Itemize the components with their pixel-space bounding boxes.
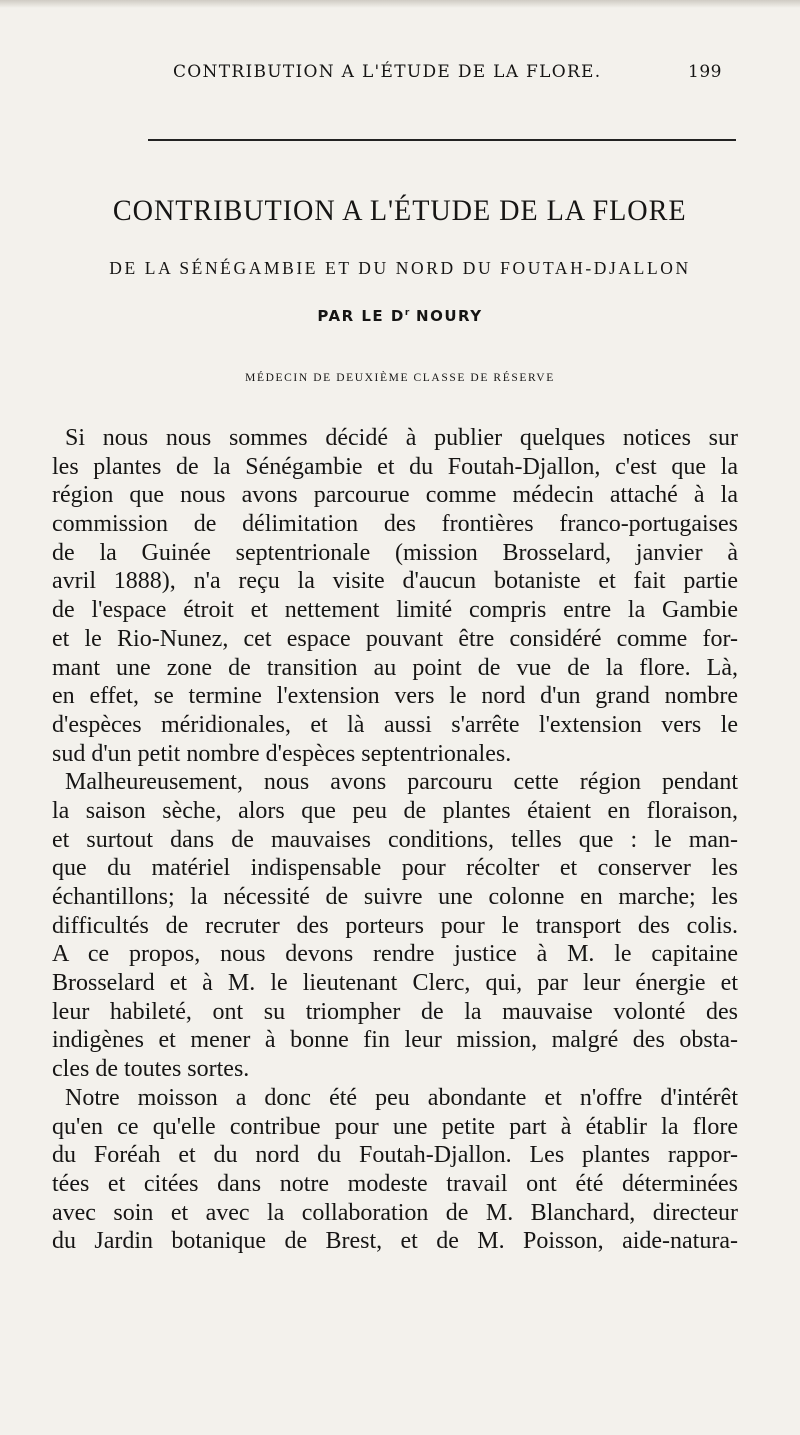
text-line: région que nous avons parcourue comme médecin attaché à la bbox=[52, 482, 738, 509]
text-line: Brosselard et à M. le lieutenant Clerc, qui, par leur énergie et bbox=[52, 970, 738, 997]
page-number: 199 bbox=[688, 62, 722, 82]
text-line: tées et citées dans notre modeste travail ont été déterminées bbox=[52, 1170, 738, 1197]
text-line: de la Guinée septentrionale (mission Brosselard, janvier à bbox=[52, 539, 738, 566]
text-line: commission de délimitation des frontières franco-portugaises bbox=[52, 511, 738, 538]
author-title-abbrev: r bbox=[404, 308, 410, 318]
text-line: et le Rio-Nunez, cet espace pouvant être considéré comme for- bbox=[52, 625, 738, 652]
text-line: qu'en ce qu'elle contribue pour une petite part à établir la flore bbox=[52, 1113, 738, 1140]
header-rule bbox=[148, 139, 736, 141]
author-line bbox=[0, 307, 800, 325]
text-line: sud d'un petit nombre d'espèces septentrionales. bbox=[52, 740, 512, 767]
author-prefix: PAR LE D bbox=[317, 307, 405, 325]
article-subtitle: DE LA SÉNÉGAMBIE ET DU NORD DU FOUTAH-DJALLON bbox=[109, 258, 691, 278]
text-line: Malheureusement, nous avons parcouru cette région pendant bbox=[65, 769, 738, 796]
text-line: et surtout dans de mauvaises conditions, telles que : le man- bbox=[52, 826, 738, 853]
running-title: CONTRIBUTION A L'ÉTUDE DE LA FLORE. bbox=[173, 62, 602, 82]
text-line: difficultés de recruter des porteurs pour le transport des colis. bbox=[52, 912, 738, 939]
text-line: A ce propos, nous devons rendre justice à M. le capitaine bbox=[52, 941, 738, 968]
text-line: du Jardin botanique de Brest, et de M. Poisson, aide-natura- bbox=[52, 1228, 738, 1255]
text-line: cles de toutes sortes. bbox=[52, 1056, 250, 1083]
page-top-shadow bbox=[0, 0, 800, 8]
text-line: de l'espace étroit et nettement limité compris entre la Gambie bbox=[52, 597, 738, 624]
text-line: avril 1888), n'a reçu la visite d'aucun botaniste et fait partie bbox=[52, 568, 738, 595]
text-line: que du matériel indispensable pour récolter et conserver les bbox=[52, 855, 738, 882]
text-line: avec soin et avec la collaboration de M. Blanchard, directeur bbox=[52, 1199, 738, 1226]
text-line: échantillons; la nécessité de suivre une colonne en marche; les bbox=[52, 884, 738, 910]
text-line: du Foréah et du nord du Foutah-Djallon. Les plantes rappor- bbox=[52, 1142, 738, 1169]
text-line: Si nous nous sommes décidé à publier quelques notices sur bbox=[65, 425, 738, 451]
text-line: en effet, se termine l'extension vers le nord d'un grand nombre bbox=[52, 683, 738, 710]
text-line: la saison sèche, alors que peu de plantes étaient en floraison, bbox=[52, 797, 738, 824]
author-rank: MÉDECIN DE DEUXIÈME CLASSE DE RÉSERVE bbox=[245, 372, 555, 384]
author-name: NOURY bbox=[409, 307, 483, 325]
text-line: les plantes de la Sénégambie et du Foutah-Djallon, c'est que la bbox=[52, 453, 738, 480]
text-line: indigènes et mener à bonne fin leur mission, malgré des obsta- bbox=[52, 1027, 738, 1054]
body-text bbox=[52, 424, 738, 1256]
text-line: Notre moisson a donc été peu abondante et n'offre d'intérêt bbox=[65, 1084, 738, 1111]
text-line: d'espèces méridionales, et là aussi s'arrête l'extension vers le bbox=[52, 711, 738, 738]
text-line: mant une zone de transition au point de vue de la flore. Là, bbox=[52, 654, 738, 681]
text-line: leur habileté, ont su triompher de la mauvaise volonté des bbox=[52, 998, 738, 1025]
article-title: CONTRIBUTION A L'ÉTUDE DE LA FLORE bbox=[112, 194, 687, 227]
